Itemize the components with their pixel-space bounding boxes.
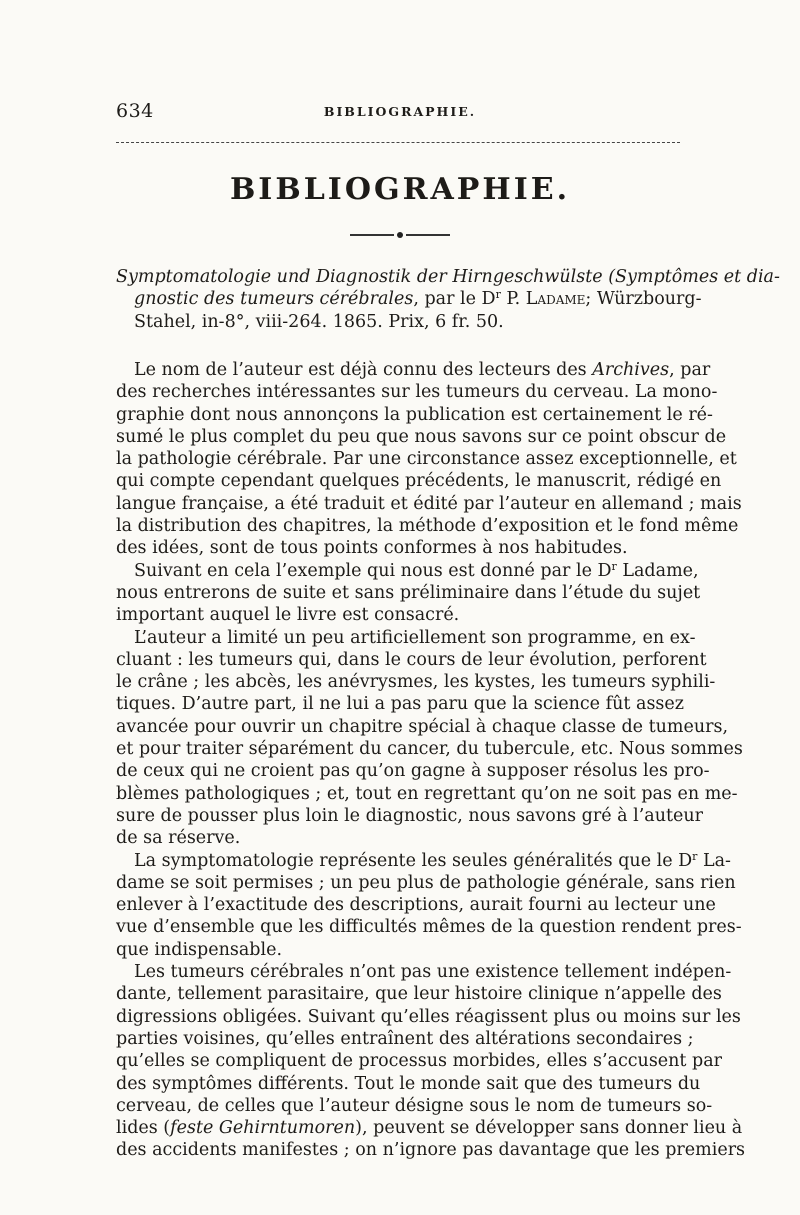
text-line: des idées, sont de tous points conformes à nos habitudes. (116, 538, 628, 559)
text-line: Les tumeurs cérébrales n’ont pas une existence tellement indépen- (134, 962, 732, 983)
text-line: de sa réserve. (116, 828, 241, 849)
text-line: sumé le plus complet du peu que nous savons sur ce point obscur de (116, 426, 727, 447)
citation-line: Symptomatologie und Diagnostik der Hirngeschwülste (Symptômes et dia- (116, 267, 780, 287)
text-line: graphie dont nous annonçons la publication est certainement le ré- (116, 404, 713, 425)
text-line: sure de pousser plus loin le diagnostic, nous savons gré à l’auteur (116, 805, 704, 826)
text-line: cluant : les tumeurs qui, dans le cours de leur évolution, perforent (116, 649, 707, 670)
citation-line: gnostic des tumeurs cérébrales, par le $D^r$ P. Ladame; Würzbourg- (134, 288, 702, 310)
text-line: et pour traiter séparément du cancer, du tubercule, etc. Nous sommes (116, 739, 743, 760)
text-line: digressions obligées. Suivant qu’elles réagissent plus ou moins sur les (116, 1006, 741, 1027)
text-line: que indispensable. (116, 939, 283, 960)
text-line: tiques. D’autre part, il ne lui a pas paru que la science fût assez (116, 694, 684, 715)
text-line: la distribution des chapitres, la méthode d’exposition et le fond même (116, 516, 739, 537)
page-number: 634 (116, 100, 154, 122)
text-line: le crâne ; les abcès, les anévrysmes, les kystes, les tumeurs syphili- (116, 672, 716, 693)
text-line: enlever à l’exactitude des descriptions, aurait fourni au lecteur une (116, 895, 716, 916)
text-line: dame se soit permises ; un peu plus de pathologie générale, sans rien (116, 872, 736, 893)
text-line: blèmes pathologiques ; et, tout en regrettant qu’on ne soit pas en me- (116, 783, 738, 804)
text-line: langue française, a été traduit et édité par l’auteur en allemand ; mais (116, 493, 742, 514)
text-line: des recherches intéressantes sur les tumeurs du cerveau. La mono- (116, 382, 718, 403)
title-ornament (350, 232, 450, 238)
text-line: qui compte cependant quelques précédents, le manuscrit, rédigé en (116, 471, 722, 492)
running-head: BIBLIOGRAPHIE. (323, 104, 477, 119)
text-line: avancée pour ouvrir un chapitre spécial à chaque classe de tumeurs, (116, 716, 729, 737)
text-line: La symptomatologie représente les seules généralités que le $D^r$ La- (134, 849, 731, 871)
text-line: des symptômes différents. Tout le monde sait que des tumeurs du (116, 1073, 701, 1094)
text-line: Suivant en cela l’exemple qui nous est donné par le $D^r$ Ladame, (134, 559, 699, 581)
text-line: la pathologie cérébrale. Par une circonstance assez exceptionnelle, et (116, 449, 737, 470)
text-line: nous entrerons de suite et sans préliminaire dans l’étude du sujet (116, 582, 701, 603)
review-body (116, 359, 746, 1162)
text-line: lides (feste Gehirntumoren), peuvent se développer sans donner lieu à (116, 1118, 743, 1139)
text-line: parties voisines, qu’elles entraînent des altérations secondaires ; (116, 1028, 694, 1049)
text-line: qu’elles se compliquent de processus morbides, elles s’accusent par (116, 1051, 723, 1072)
text-line: vue d’ensemble que les difficultés mêmes de la question rendent pres- (116, 917, 742, 938)
text-line: de ceux qui ne croient pas qu’on gagne à supposer résolus les pro- (116, 761, 710, 782)
text-line: important auquel le livre est consacré. (116, 605, 460, 626)
text-line: L’auteur a limité un peu artificiellement son programme, en ex- (134, 627, 696, 648)
text-line: Le nom de l’auteur est déjà connu des lecteurs des Archives, par (134, 360, 711, 380)
text-line: cerveau, de celles que l’auteur désigne sous le nom de tumeurs so- (116, 1095, 713, 1116)
text-line: dante, tellement parasitaire, que leur histoire clinique n’appelle des (116, 984, 722, 1005)
book-citation (116, 266, 780, 333)
header-rule (116, 142, 680, 143)
citation-line: Stahel, in-8°, viii-264. 1865. Prix, 6 fr. 50. (134, 311, 504, 332)
text-line: des accidents manifestes ; on n’ignore pas davantage que les premiers (116, 1140, 746, 1161)
section-title: BIBLIOGRAPHIE. (229, 172, 571, 207)
